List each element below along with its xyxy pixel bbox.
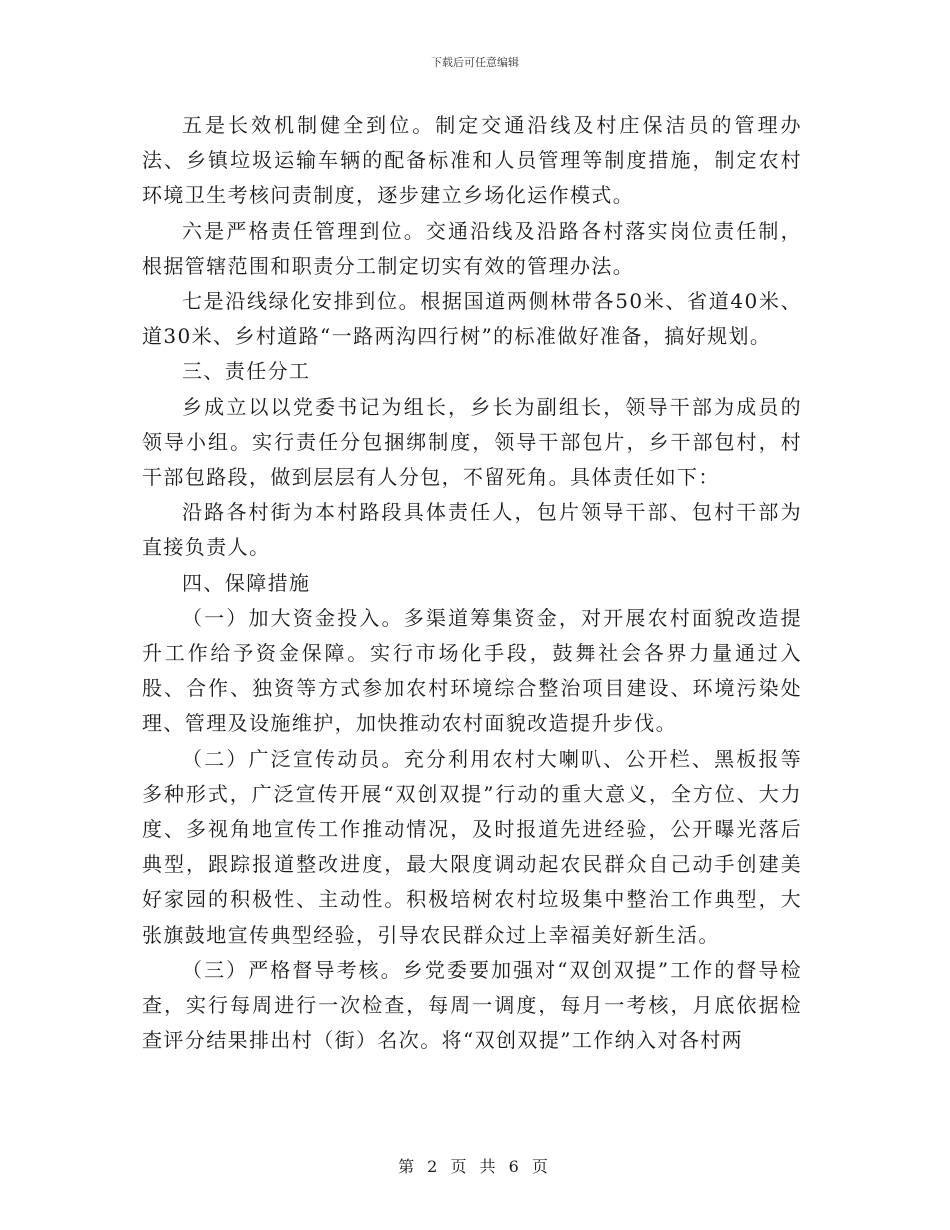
page-header-note: 下载后可任意编辑 — [431, 56, 519, 69]
section-heading-3: 三、责任分工 — [182, 359, 311, 384]
paragraph-funding: （一）加大资金投入。多渠道筹集资金，对开展农村面貌改造提升工作给予资金保障。实行市场化手段，鼓舞社会各界力量通过入股、合作、独资等方式参加农村环境综合整治项目建设、环境污染处理、管理及设施维护，加快推动农村面貌改造提升步伐。 — [142, 605, 802, 736]
paragraph-supervision: （三）严格督导考核。乡党委要加强对“双创双提”工作的督导检查，实行每周进行一次检查，每周一调度，每月一考核，月底依据检查评分结果排出村（街）名次。将“双创双提”工作纳入对各村两 — [142, 957, 802, 1053]
paragraph-village-responsible: 沿路各村街为本村路段具体责任人，包片领导干部、包村干部为直接负责人。 — [142, 500, 802, 560]
document-body — [142, 108, 802, 1058]
paragraph-6-responsibility: 六是严格责任管理到位。交通沿线及沿路各村落实岗位责任制，根据管辖范围和职责分工制定切实有效的管理办法。 — [142, 218, 802, 278]
section-heading-4: 四、保障措施 — [182, 570, 311, 595]
paragraph-leadership-group: 乡成立以以党委书记为组长，乡长为副组长，领导干部为成员的领导小组。实行责任分包捆绑制度，领导干部包片，乡干部包村，村干部包路段，做到层层有人分包，不留死角。具体责任如下： — [142, 394, 802, 490]
paragraph-publicity: （二）广泛宣传动员。充分利用农村大喇叭、公开栏、黑板报等多种形式，广泛宣传开展“双创双提”行动的重大意义，全方位、大力度、多视角地宣传工作推动情况，及时报道先进经验，公开曝光落后典型，跟踪报道整改进度，最大限度调动起农民群众自己动手创建美好家园的积极性、主动性。积极培树农村垃圾集中整治工作典型，大张旗鼓地宣传典型经验，引导农民群众过上幸福美好新生活。 — [142, 746, 802, 947]
paragraph-7-greening: 七是沿线绿化安排到位。根据国道两侧林带各50米、省道40米、道30米、乡村道路“一路两沟四行树”的标准做好准备，搞好规划。 — [142, 289, 802, 349]
paragraph-5-mechanism: 五是长效机制健全到位。制定交通沿线及村庄保洁员的管理办法、乡镇垃圾运输车辆的配备标准和人员管理等制度措施，制定农村环境卫生考核问责制度，逐步建立乡场化运作模式。 — [142, 113, 802, 208]
page-number: 第 2 页 共 6 页 — [398, 1157, 552, 1176]
